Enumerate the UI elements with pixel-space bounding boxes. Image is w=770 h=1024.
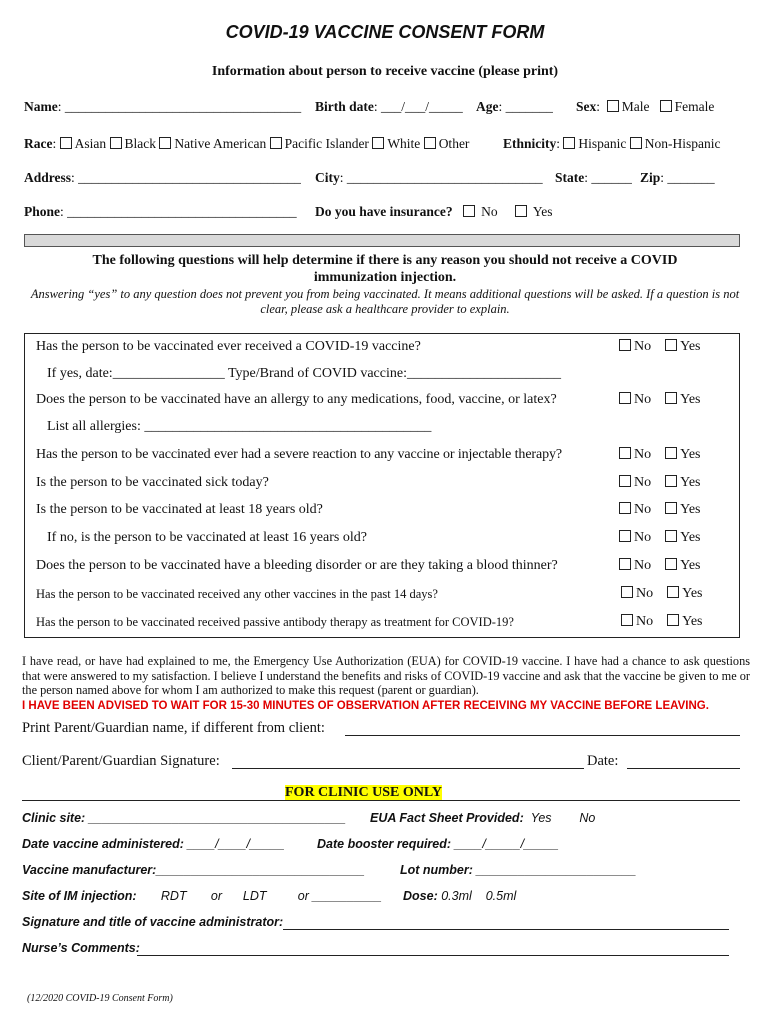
date-administered-label: Date vaccine administered: bbox=[22, 837, 184, 851]
question-3-answers bbox=[619, 447, 701, 463]
q2-yes-label: Yes bbox=[680, 392, 701, 407]
age-blank: : _______ bbox=[498, 99, 553, 114]
insurance-no-label: No bbox=[481, 204, 498, 219]
q5-no-label: No bbox=[634, 502, 652, 517]
q1-no-label: No bbox=[634, 339, 652, 354]
race-other-checkbox[interactable] bbox=[424, 137, 436, 149]
sex-female-label: Female bbox=[674, 99, 715, 114]
question-3: Has the person to be vaccinated ever had a severe reaction to any vaccine or injectable therapy? bbox=[36, 447, 563, 462]
date-administered-field[interactable] bbox=[22, 837, 285, 851]
question-5-followup-answers bbox=[619, 530, 701, 546]
eua-no[interactable]: No bbox=[579, 811, 596, 825]
zip-label: Zip bbox=[640, 170, 661, 185]
clinic-site-label: Clinic site: bbox=[22, 811, 86, 825]
question-7-answers bbox=[621, 586, 703, 602]
insurance-group bbox=[315, 204, 553, 220]
insurance-yes-checkbox[interactable] bbox=[515, 205, 527, 217]
city-field[interactable] bbox=[315, 170, 543, 186]
q3-no-checkbox[interactable] bbox=[619, 447, 631, 459]
age-field[interactable] bbox=[476, 99, 553, 115]
zip-field[interactable] bbox=[640, 170, 715, 186]
q7-yes-checkbox[interactable] bbox=[667, 586, 679, 598]
race-white-label: White bbox=[387, 136, 421, 151]
sex-male-label: Male bbox=[621, 99, 650, 114]
dose-0-3ml[interactable]: 0.3ml bbox=[441, 889, 472, 903]
birth-date-blank: : ___/___/_____ bbox=[373, 99, 463, 114]
phone-label: Phone bbox=[24, 204, 61, 219]
screening-heading bbox=[30, 252, 740, 286]
question-2-followup[interactable]: List all allergies: _________________________________________ bbox=[47, 419, 432, 434]
dose-label: Dose: bbox=[403, 889, 438, 903]
question-8-answers bbox=[621, 614, 703, 630]
question-5: Is the person to be vaccinated at least 18 years old? bbox=[36, 502, 323, 517]
race-black-checkbox[interactable] bbox=[110, 137, 122, 149]
q2-yes-checkbox[interactable] bbox=[665, 392, 677, 404]
state-blank: : ______ bbox=[584, 170, 632, 185]
q7-no-checkbox[interactable] bbox=[621, 586, 633, 598]
name-blank: : ___________________________________ bbox=[57, 99, 302, 114]
q5b-yes-checkbox[interactable] bbox=[665, 530, 677, 542]
site-im-ldt[interactable]: LDT bbox=[242, 889, 267, 903]
signature-date-label: Date: bbox=[587, 753, 619, 769]
site-im-or-2[interactable]: or __________ bbox=[297, 889, 382, 903]
q4-yes-checkbox[interactable] bbox=[665, 475, 677, 487]
sex-group: Sex: Male Female bbox=[576, 99, 715, 114]
site-im-or-1: or bbox=[210, 889, 223, 903]
form-footer: (12/2020 COVID-19 Consent Form) bbox=[27, 993, 173, 1004]
q5-no-checkbox[interactable] bbox=[619, 502, 631, 514]
sex-female-checkbox[interactable] bbox=[660, 100, 672, 112]
q8-no-checkbox[interactable] bbox=[621, 614, 633, 626]
q8-yes-checkbox[interactable] bbox=[667, 614, 679, 626]
lot-number-blank: _______________________ bbox=[476, 863, 637, 877]
clinic-banner bbox=[285, 785, 442, 801]
state-label: State bbox=[555, 170, 585, 185]
date-administered-blank: ____/____/_____ bbox=[187, 837, 285, 851]
q6-no-label: No bbox=[634, 558, 652, 573]
insurance-yes-label: Yes bbox=[532, 204, 553, 219]
q3-no-label: No bbox=[634, 447, 652, 462]
name-label: Name bbox=[24, 99, 58, 114]
city-blank: : _____________________________ bbox=[339, 170, 543, 185]
race-pacific-islander-label: Pacific Islander bbox=[284, 136, 369, 151]
race-pacific-islander-checkbox[interactable] bbox=[270, 137, 282, 149]
insurance-no-checkbox[interactable] bbox=[463, 205, 475, 217]
phone-field[interactable] bbox=[24, 204, 297, 220]
dose-field bbox=[403, 889, 516, 903]
booster-date-blank: ____/_____/_____ bbox=[454, 837, 559, 851]
q4-no-checkbox[interactable] bbox=[619, 475, 631, 487]
q2-no-checkbox[interactable] bbox=[619, 392, 631, 404]
clinic-banner-text: FOR CLINIC USE ONLY bbox=[285, 785, 443, 800]
screening-note: Answering “yes” to any question does not prevent you from being vaccinated. It means additional questions will be asked. If a question is not clear, please ask a healthcare provider to explain. bbox=[30, 287, 740, 316]
question-6-answers bbox=[619, 558, 701, 574]
birth-date-label: Birth date bbox=[315, 99, 374, 114]
eua-field bbox=[370, 811, 595, 825]
q4-no-label: No bbox=[634, 475, 652, 490]
lot-number-label: Lot number: bbox=[400, 863, 473, 877]
site-im-label: Site of IM injection: bbox=[22, 889, 137, 903]
q8-yes-label: Yes bbox=[682, 614, 703, 629]
q5b-no-checkbox[interactable] bbox=[619, 530, 631, 542]
question-2: Does the person to be vaccinated have an allergy to any medications, food, vaccine, or latex? bbox=[36, 392, 557, 407]
eua-yes[interactable]: Yes bbox=[530, 811, 552, 825]
race-asian-label: Asian bbox=[74, 136, 107, 151]
site-im-field bbox=[22, 889, 382, 903]
q6-yes-label: Yes bbox=[680, 558, 701, 573]
lot-number-field[interactable] bbox=[400, 863, 636, 877]
admin-signature-line[interactable] bbox=[283, 929, 729, 930]
phone-blank: : __________________________________ bbox=[60, 204, 297, 219]
q1-no-checkbox[interactable] bbox=[619, 339, 631, 351]
observation-warning: I HAVE BEEN ADVISED TO WAIT FOR 15-30 MINUTES OF OBSERVATION AFTER RECEIVING MY VACCINE BEFORE LEAVING. bbox=[22, 700, 709, 712]
manufacturer-field[interactable] bbox=[22, 863, 365, 877]
race-black-label: Black bbox=[124, 136, 156, 151]
admin-signature-label-text: Signature and title of vaccine administrator: bbox=[22, 915, 284, 929]
birth-date-field[interactable] bbox=[315, 99, 463, 115]
manufacturer-blank: ______________________________ bbox=[156, 863, 365, 877]
print-name-label: Print Parent/Guardian name, if different from client: bbox=[22, 720, 325, 736]
question-1: Has the person to be vaccinated ever received a COVID-19 vaccine? bbox=[36, 339, 421, 354]
ethnicity-hispanic-label: Hispanic bbox=[578, 136, 627, 151]
q5b-yes-label: Yes bbox=[680, 530, 701, 545]
address-label: Address bbox=[24, 170, 72, 185]
q3-yes-checkbox[interactable] bbox=[665, 447, 677, 459]
question-6: Does the person to be vaccinated have a bleeding disorder or are they taking a blood thinner? bbox=[36, 558, 558, 573]
question-8: Has the person to be vaccinated received passive antibody therapy as treatment for COVID-19? bbox=[36, 615, 514, 629]
question-4-answers bbox=[619, 475, 701, 491]
nurse-comments-label-text: Nurse’s Comments: bbox=[22, 941, 140, 955]
state-field[interactable] bbox=[555, 170, 632, 186]
insurance-label: Do you have insurance? bbox=[315, 204, 453, 219]
signature-label: Client/Parent/Guardian Signature: bbox=[22, 753, 220, 769]
q1-yes-label: Yes bbox=[680, 339, 701, 354]
name-field[interactable] bbox=[24, 99, 301, 115]
eua-label: EUA Fact Sheet Provided: bbox=[370, 811, 524, 825]
admin-signature-label bbox=[22, 915, 283, 929]
q3-yes-label: Yes bbox=[680, 447, 701, 462]
print-name-line[interactable] bbox=[345, 735, 740, 736]
ethnicity-hispanic-checkbox[interactable] bbox=[563, 137, 575, 149]
age-label: Age bbox=[476, 99, 499, 114]
race-asian-checkbox[interactable] bbox=[60, 137, 72, 149]
question-1-followup[interactable]: If yes, date:________________ Type/Brand of COVID vaccine:______________________ bbox=[47, 366, 561, 381]
q5-yes-label: Yes bbox=[680, 502, 701, 517]
question-4: Is the person to be vaccinated sick today? bbox=[36, 475, 269, 490]
nurse-comments-label bbox=[22, 941, 140, 955]
q5-yes-checkbox[interactable] bbox=[665, 502, 677, 514]
question-5-answers bbox=[619, 502, 701, 518]
clinic-site-blank: _____________________________________ bbox=[88, 811, 346, 825]
question-5-followup: If no, is the person to be vaccinated at least 16 years old? bbox=[47, 530, 367, 545]
question-1-answers bbox=[619, 339, 701, 355]
form-title: COVID-19 VACCINE CONSENT FORM bbox=[225, 22, 545, 42]
manufacturer-label: Vaccine manufacturer: bbox=[22, 863, 157, 877]
address-blank: : _________________________________ bbox=[71, 170, 301, 185]
dose-0-5ml[interactable]: 0.5ml bbox=[485, 889, 517, 903]
section-divider-bar bbox=[24, 234, 740, 247]
site-im-rdt[interactable]: RDT bbox=[160, 889, 187, 903]
q7-no-label: No bbox=[636, 586, 654, 601]
form-subtitle: Information about person to receive vaccine (please print) bbox=[211, 64, 559, 79]
race-white-checkbox[interactable] bbox=[372, 137, 384, 149]
signature-line[interactable] bbox=[232, 768, 584, 769]
race-group: Race: Asian Black Native American Pacific Islander White Other bbox=[24, 136, 470, 151]
question-7: Has the person to be vaccinated received any other vaccines in the past 14 days? bbox=[36, 587, 438, 601]
q6-no-checkbox[interactable] bbox=[619, 558, 631, 570]
city-label: City bbox=[315, 170, 340, 185]
ethnicity-group: Ethnicity: Hispanic Non-Hispanic bbox=[503, 136, 721, 151]
ethnicity-label: Ethnicity bbox=[503, 136, 557, 151]
q7-yes-label: Yes bbox=[682, 586, 703, 601]
race-other-label: Other bbox=[438, 136, 470, 151]
signature-date-line[interactable] bbox=[627, 768, 740, 769]
address-field[interactable] bbox=[24, 170, 301, 186]
race-native-american-checkbox[interactable] bbox=[159, 137, 171, 149]
sex-label: Sex bbox=[576, 99, 597, 114]
screening-heading-line2: immunization injection. bbox=[313, 270, 457, 285]
q2-no-label: No bbox=[634, 392, 652, 407]
race-label: Race bbox=[24, 136, 53, 151]
question-2-answers bbox=[619, 392, 701, 408]
booster-date-field[interactable] bbox=[317, 837, 559, 851]
ethnicity-non-hispanic-checkbox[interactable] bbox=[630, 137, 642, 149]
zip-blank: : _______ bbox=[660, 170, 715, 185]
consent-paragraph: I have read, or have had explained to me, the Emergency Use Authorization (EUA) for COVID-19 vaccine. I have had a chance to ask questions that were answered to my satisfaction. I believe I understand the benefits and risks of COVID-19 vaccine and ask that the vaccine be given to me or the person named above for whom I am authorized to make this request (parent or guardian). bbox=[22, 654, 750, 697]
clinic-site-field[interactable] bbox=[22, 811, 346, 825]
nurse-comments-line[interactable] bbox=[137, 955, 729, 956]
q5b-no-label: No bbox=[634, 530, 652, 545]
q6-yes-checkbox[interactable] bbox=[665, 558, 677, 570]
booster-date-label: Date booster required: bbox=[317, 837, 452, 851]
race-native-american-label: Native American bbox=[174, 136, 267, 151]
sex-male-checkbox[interactable] bbox=[607, 100, 619, 112]
q8-no-label: No bbox=[636, 614, 654, 629]
ethnicity-non-hispanic-label: Non-Hispanic bbox=[644, 136, 721, 151]
q1-yes-checkbox[interactable] bbox=[665, 339, 677, 351]
q4-yes-label: Yes bbox=[680, 475, 701, 490]
screening-heading-line1: The following questions will help determine if there is any reason you should not receive a COVID bbox=[92, 253, 678, 268]
